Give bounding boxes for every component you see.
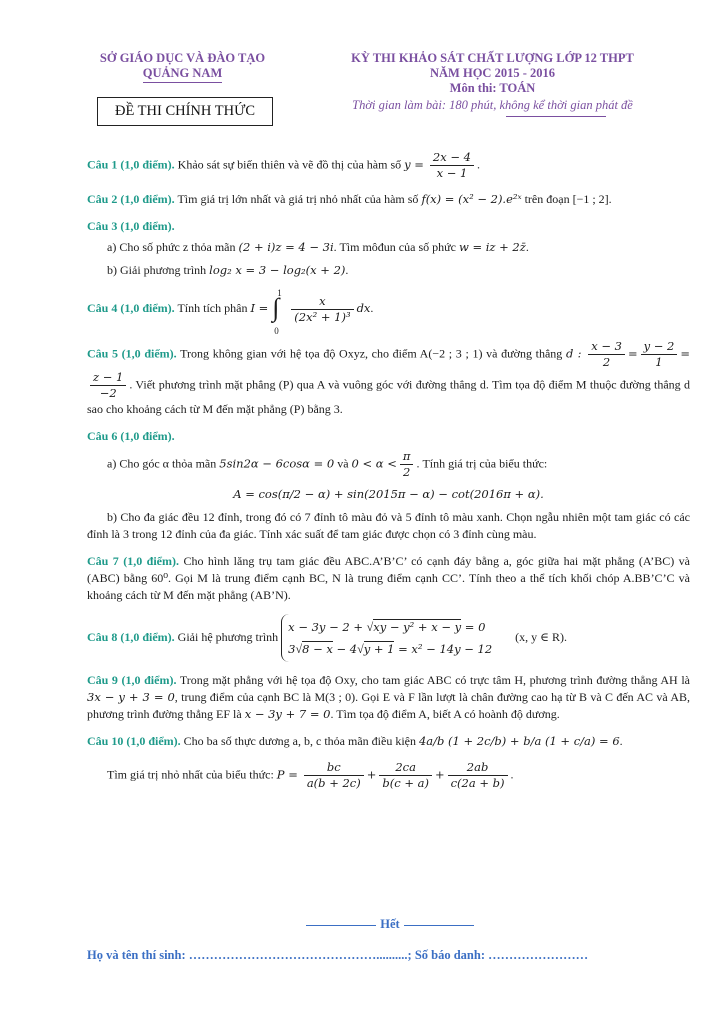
question-label: Câu 3 (1,0 điểm). <box>87 219 175 233</box>
question-6b: b) Cho đa giác đều 12 đỉnh, trong đó có 7 đỉnh tô màu đỏ và 5 đỉnh tô màu xanh. Chọn ngẫu nhiên một tam giác có các đỉnh là 3 trong 12 đỉnh của đa giác. Tính xác suất để tam giác được chọn có 3 đỉnh cùng màu. <box>87 510 690 541</box>
department-header <box>80 51 285 83</box>
integral-sign: ∫ 1 0 <box>272 288 282 336</box>
question-text: Cho hình lăng trụ tam giác đều ABC.A’B’C’ có cạnh đáy bằng a, góc giữa hai mặt phẳng (A’BC) và (ABC) bằng 60⁰. Gọi M là trung điểm cạnh BC, N là trung điểm cạnh CC’. Tính theo a thể tích khối chóp A.BB’C’C và khoảng cách từ M đến mặt phẳng (AB’N). <box>87 554 691 602</box>
math: 4a/b (1 + 2c/b) + b/a (1 + c/a) = 6 <box>418 734 620 748</box>
question-1: Câu 1 (1,0 điểm). Khảo sát sự biến thiên và vẽ đồ thị của hàm số y = $\frac{2x - 4}{x - 1}$ . <box>87 150 480 180</box>
duration: Thời gian làm bài: 180 phút, không kể thời gian phát đề <box>352 98 633 112</box>
question-label: Câu 10 (1,0 điểm). <box>87 734 181 748</box>
fraction: $\frac{2ab}{c(2a + b)}$ <box>448 760 508 791</box>
fraction: $\frac{\pi}{2}$ <box>400 449 414 480</box>
end-marker: Hết <box>290 917 490 932</box>
exam-content <box>87 150 690 801</box>
equation-system: x − 3y − 2 + √xy − y² + x − y = 0 3√8 − x − 4√y + 1 = x² − 14y − 12 <box>281 614 498 662</box>
question-9: Câu 9 (1,0 điểm). Trong mặt phẳng với hệ tọa độ Oxy, cho tam giác ABC có trực tâm H, phương trình đường thẳng AH là 3x − y + 3 = 0, trung điểm của cạnh BC là M(3 ; 0). Gọi E và F lần lượt là chân đường cao hạ từ B và C đến AC và AB, phương trình đường thẳng EF là x − 3y + 7 = 0. Tìm tọa độ điểm A, biết A có hoành độ dương. <box>87 673 690 721</box>
fraction: $\frac{2ca}{b(c + a)}$ <box>379 760 432 791</box>
question-label: Câu 2 (1,0 điểm). <box>87 192 175 206</box>
question-label: Câu 5 (1,0 điểm). <box>87 346 177 361</box>
question-label: Câu 6 (1,0 điểm). <box>87 429 175 443</box>
question-4: Câu 4 (1,0 điểm). Tính tích phân I = ∫ 1 0 $\frac{x}{\text{(2x² + 1)³}}$ dx. <box>87 288 374 336</box>
question-text: Khảo sát sự biến thiên và vẽ đồ thị của hàm số <box>177 157 402 172</box>
question-6a: a) Cho góc α thỏa mãn 5sin2α − 6cosα = 0 và 0 < α < $\frac{\pi}{2}$ . Tính giá trị của biểu thức: <box>107 449 548 479</box>
question-10-expression: Tìm giá trị nhỏ nhất của biểu thức: P = $\frac{bc}{a(b + 2c)}$ + $\frac{2ca}{b(c + a)}$ + $\frac{2ab}{c(2a + b)}$ . <box>107 760 514 790</box>
question-text: Giải hệ phương trình <box>177 629 279 644</box>
expression-A: A = cos(π/2 − α) + sin(2015π − α) − cot(2016π + α). <box>233 487 544 501</box>
fraction: $\frac{x}{\text{(2x² + 1)³}}$ <box>291 294 353 325</box>
question-3 <box>87 218 690 279</box>
question-3b: b) Giải phương trình log₂ x = 3 − log₂(x + 2). <box>107 263 349 277</box>
question-label: Câu 4 (1,0 điểm). <box>87 300 175 315</box>
math: (2 + i)z = 4 − 3i <box>238 240 334 254</box>
question-8: Câu 8 (1,0 điểm). Giải hệ phương trình x − 3y − 2 + √xy − y² + x − y = 0 3√8 − x − 4√y + 1 = x² − 14y − 12 (x, y ∈ R). <box>87 614 690 662</box>
candidate-id-label: Số báo danh: <box>414 948 485 962</box>
fraction: $\frac{y - 2}{1}$ <box>641 339 678 370</box>
school-year: NĂM HỌC 2015 - 2016 <box>430 66 555 80</box>
math: x − 3y + 7 = 0 <box>244 707 331 721</box>
question-text: Tính tích phân <box>177 300 248 315</box>
fraction: $\frac{bc}{a(b + 2c)}$ <box>304 760 364 791</box>
question-2: Câu 2 (1,0 điểm). Tìm giá trị lớn nhất và giá trị nhỏ nhất của hàm số f(x) = (x² − 2).e²ˣ trên đoạn [−1 ; 2]. <box>87 192 612 206</box>
candidate-name-label: Họ và tên thí sinh: <box>87 948 186 962</box>
question-label: Câu 7 (1,0 điểm). <box>87 554 179 568</box>
province-name: QUẢNG NAM <box>143 66 223 83</box>
question-label: Câu 9 (1,0 điểm). <box>87 673 177 687</box>
candidate-name-field[interactable]: ………………………………………..........; <box>188 948 412 962</box>
question-6 <box>87 428 690 543</box>
exam-title: KỲ THI KHẢO SÁT CHẤT LƯỢNG LỚP 12 THPT <box>351 51 634 65</box>
math: 3x − y + 3 = 0 <box>87 690 175 704</box>
question-10: Câu 10 (1,0 điểm). Cho ba số thực dương a, b, c thỏa mãn điều kiện 4a/b (1 + 2c/b) + b/a (1 + c/a) = 6. Tìm giá trị nhỏ nhất của biểu thức: P = $\frac{bc}{a(b + 2c)}$ + $\frac{2ca}{b(c + a)}$ + $\frac{2ab}{c(2a + b)}$ . <box>87 733 690 791</box>
header-underline <box>506 116 606 117</box>
math: w = iz + 2z̄ <box>458 240 526 254</box>
exam-header <box>330 51 655 117</box>
fraction: $\frac{2x - 4}{x - 1}$ <box>430 150 474 181</box>
question-text: Tìm giá trị lớn nhất và giá trị nhỏ nhất của hàm số <box>177 192 419 206</box>
question-3a: a) Cho số phức z thỏa mãn (2 + i)z = 4 − 3i. Tìm môđun của số phức w = iz + 2z̄. <box>107 240 529 254</box>
question-text: Cho ba số thực dương a, b, c thỏa mãn điều kiện <box>183 734 416 748</box>
candidate-info <box>87 948 687 963</box>
official-exam-box: ĐỀ THI CHÍNH THỨC <box>97 97 273 126</box>
math: log₂ x = 3 − log₂(x + 2) <box>209 263 346 277</box>
question-label: Câu 1 (1,0 điểm). <box>87 157 175 172</box>
math: 5sin2α − 6cosα = 0 <box>219 456 335 471</box>
candidate-id-field[interactable]: …………………… <box>488 948 589 962</box>
fraction: $\frac{z - 1}{-2}$ <box>90 370 126 401</box>
question-label: Câu 8 (1,0 điểm). <box>87 629 175 644</box>
subject: Môn thi: TOÁN <box>449 81 536 95</box>
question-7 <box>87 553 690 604</box>
math: f(x) = (x² − 2).e²ˣ <box>421 192 522 206</box>
fraction: $\frac{x - 3}{2}$ <box>588 339 625 370</box>
question-5: Câu 5 (1,0 điểm). Trong không gian với hệ tọa độ Oxyz, cho điểm A(−2 ; 3 ; 1) và đường thẳng d : $\frac{x - 3}{2}$ = $\frac{y - 2}{1}$ = $\frac{z - 1}{-2}$ . Viết phương trình mặt phẳng (P) qua A và vuông góc với đường thẳng d. Tìm tọa độ điểm M thuộc đường thẳng d sao cho khoảng cách từ M đến mặt phẳng (P) bằng 3. <box>87 339 690 416</box>
department-name: SỞ GIÁO DỤC VÀ ĐÀO TẠO <box>99 51 266 65</box>
math: y = <box>404 157 424 172</box>
